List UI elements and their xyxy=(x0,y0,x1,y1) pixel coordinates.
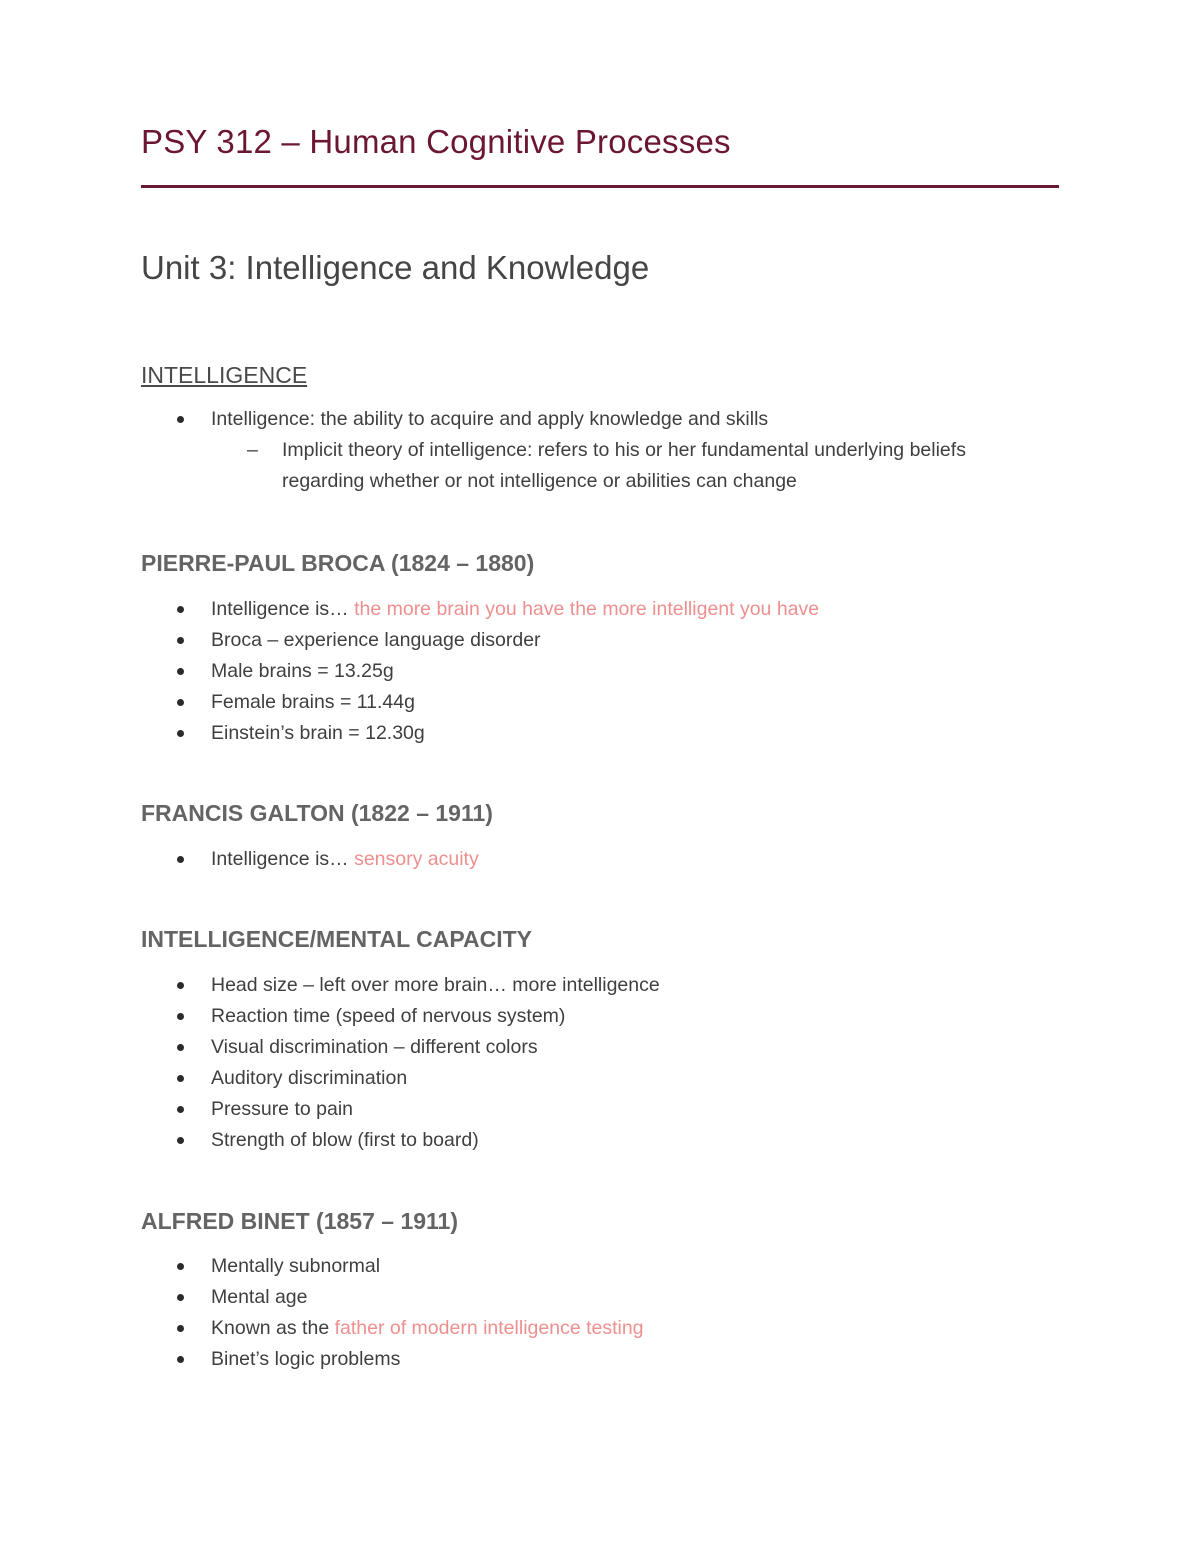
bullet-icon xyxy=(177,637,184,644)
list-item-text: Mentally subnormal xyxy=(211,1255,381,1277)
list-item xyxy=(141,844,1059,875)
list-item-text: Intelligence is… xyxy=(211,598,355,620)
bullet-icon xyxy=(177,668,184,675)
list-item xyxy=(141,1282,1059,1313)
sub-list-item-text: Implicit theory of intelligence: refers to his or her fundamental underlying beliefs regarding whether or not intelligence or abilities can change xyxy=(282,439,966,492)
list-item-text: Male brains = 13.25g xyxy=(211,660,394,682)
bullet-icon xyxy=(177,1075,184,1082)
bullet-icon xyxy=(177,1356,184,1363)
list-item xyxy=(141,1063,1059,1094)
list-item-text: Auditory discrimination xyxy=(211,1067,408,1089)
bullet-icon xyxy=(177,982,184,989)
list-item-text: Strength of blow (first to board) xyxy=(211,1129,479,1151)
bullet-icon xyxy=(177,1325,184,1332)
list-item xyxy=(141,1344,1059,1375)
highlighted-text: sensory acuity xyxy=(354,848,479,870)
bullet-icon xyxy=(177,730,184,737)
list-item xyxy=(141,594,1059,625)
bullet-icon xyxy=(177,1013,184,1020)
list-item-text: Visual discrimination – different colors xyxy=(211,1036,538,1058)
sub-list xyxy=(211,435,1059,497)
section-heading-mental-capacity: INTELLIGENCE/MENTAL CAPACITY xyxy=(141,926,532,952)
list-item-text: Broca – experience language disorder xyxy=(211,629,541,651)
section-heading-intelligence: INTELLIGENCE xyxy=(141,362,308,388)
bullet-icon xyxy=(177,1044,184,1051)
list-item xyxy=(141,1001,1059,1032)
bullet-icon xyxy=(177,856,184,863)
list-item xyxy=(141,1313,1059,1344)
bullet-icon xyxy=(177,1263,184,1270)
course-title: PSY 312 – Human Cognitive Processes xyxy=(141,123,731,160)
list-item xyxy=(141,1125,1059,1156)
bullet-icon xyxy=(177,1137,184,1144)
list-item-text: Pressure to pain xyxy=(211,1098,353,1120)
bullet-icon xyxy=(177,1106,184,1113)
highlighted-text: father of modern intelligence testing xyxy=(334,1317,644,1339)
list-item xyxy=(141,404,1059,497)
galton-list xyxy=(141,844,1059,875)
list-item xyxy=(141,687,1059,718)
title-rule xyxy=(141,185,1059,188)
binet-list xyxy=(141,1251,1059,1375)
bullet-icon xyxy=(177,416,184,423)
unit-title: Unit 3: Intelligence and Knowledge xyxy=(141,249,650,286)
broca-list xyxy=(141,594,1059,749)
section-heading-galton: FRANCIS GALTON (1822 – 1911) xyxy=(141,800,493,826)
list-item-text: Female brains = 11.44g xyxy=(211,691,415,713)
bullet-icon xyxy=(177,1294,184,1301)
list-item-text: Intelligence is… xyxy=(211,848,355,870)
list-item xyxy=(141,718,1059,749)
highlighted-text: the more brain you have the more intelligent you have xyxy=(354,598,820,620)
list-item-text: Mental age xyxy=(211,1286,308,1308)
list-item-text: Einstein’s brain = 12.30g xyxy=(211,722,425,744)
bullet-icon xyxy=(177,606,184,613)
sub-list-item xyxy=(211,435,1002,497)
list-item xyxy=(141,970,1059,1001)
list-item xyxy=(141,1032,1059,1063)
bullet-icon xyxy=(177,699,184,706)
intelligence-list xyxy=(141,404,1059,497)
list-item xyxy=(141,1094,1059,1125)
mental-capacity-list xyxy=(141,970,1059,1156)
list-item-text: Head size – left over more brain… more intelligence xyxy=(211,974,660,996)
list-item xyxy=(141,656,1059,687)
list-item-text: Reaction time (speed of nervous system) xyxy=(211,1005,566,1027)
section-heading-broca: PIERRE-PAUL BROCA (1824 – 1880) xyxy=(141,550,535,576)
list-item-text: Binet’s logic problems xyxy=(211,1348,401,1370)
list-item-text: Intelligence: the ability to acquire and apply knowledge and skills xyxy=(211,408,769,430)
dash-icon: – xyxy=(247,439,258,461)
list-item-text: Known as the xyxy=(211,1317,335,1339)
section-heading-binet: ALFRED BINET (1857 – 1911) xyxy=(141,1208,459,1234)
list-item xyxy=(141,1251,1059,1282)
list-item xyxy=(141,625,1059,656)
